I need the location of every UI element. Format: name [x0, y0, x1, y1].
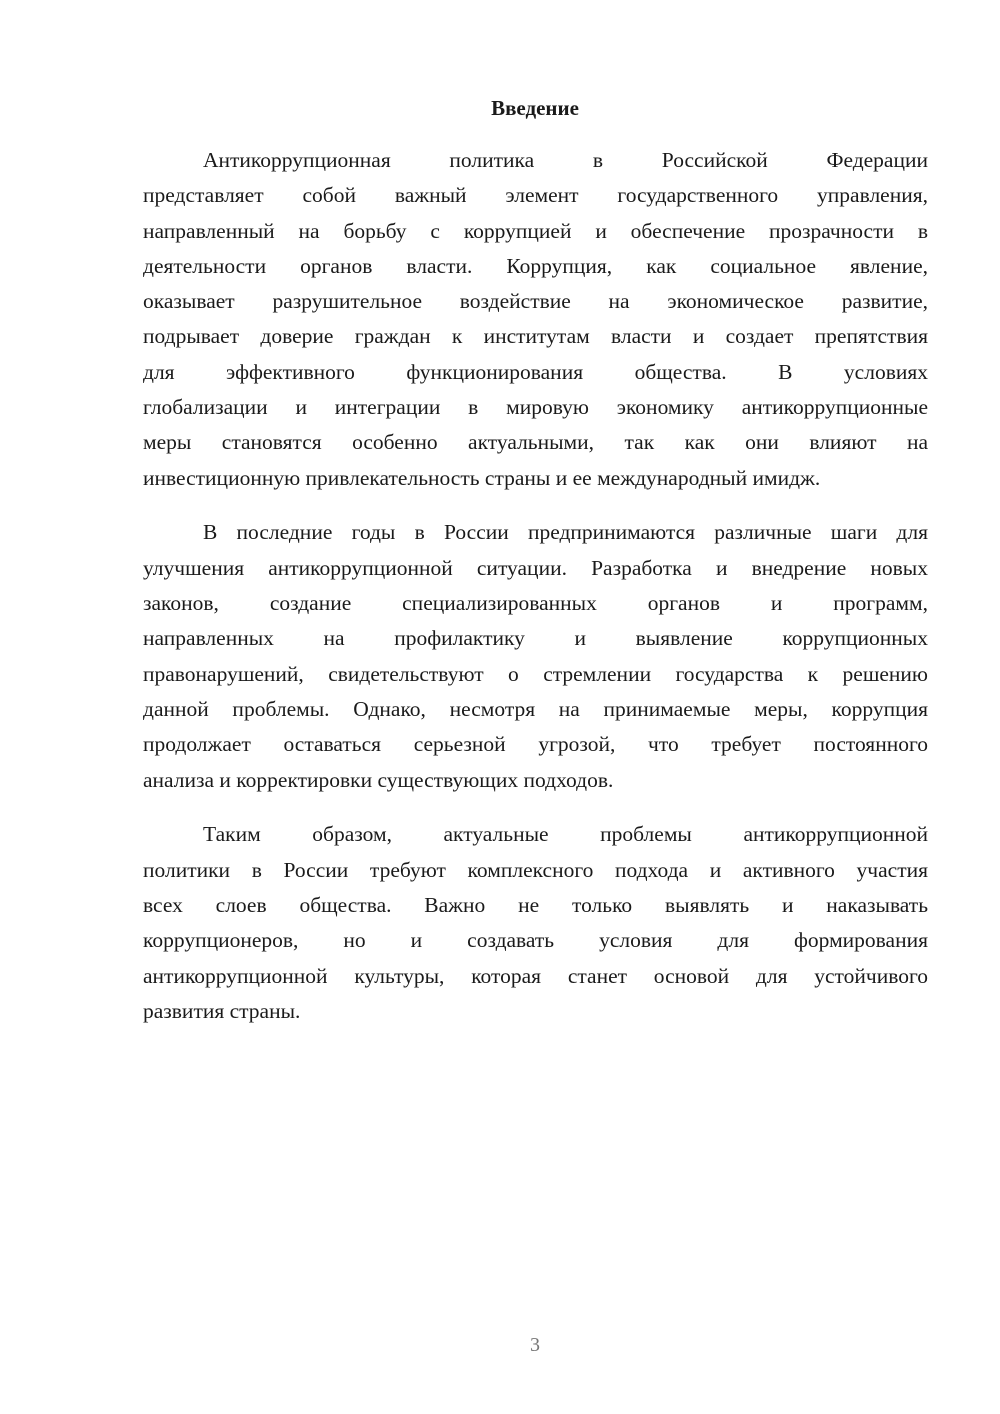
text-line: Антикоррупционная политика в Российской Федерации: [203, 148, 928, 172]
text-line: улучшения антикоррупционной ситуации. Разработка и внедрение новых: [143, 555, 928, 580]
text-line: всех слоев общества. Важно не только выявлять и наказывать: [143, 892, 928, 917]
text-line: для эффективного функционирования общества. В условиях: [143, 359, 928, 384]
page-number: 3: [530, 1334, 540, 1356]
text-line: продолжает оставаться серьезной угрозой, что требует постоянного: [143, 732, 928, 757]
text-line: глобализации и интеграции в мировую экономику антикоррупционные: [143, 395, 928, 420]
section-heading: Введение: [491, 96, 579, 120]
text-line: политики в России требуют комплексного подхода и активного участия: [143, 857, 928, 882]
paragraph: [143, 145, 928, 498]
text-line: Таким образом, актуальные проблемы антикоррупционной: [203, 822, 928, 847]
text-line: инвестиционную привлекательность страны и ее международный имидж.: [143, 465, 821, 490]
text-line: развития страны.: [143, 998, 301, 1023]
text-line: правонарушений, свидетельствуют о стремлении государства к решению: [143, 661, 928, 686]
text-line: данной проблемы. Однако, несмотря на принимаемые меры, коррупция: [143, 696, 928, 721]
text-line: представляет собой важный элемент государственного управления,: [143, 183, 928, 208]
paragraph: [143, 819, 928, 1031]
text-line: направленных на профилактику и выявление коррупционных: [143, 626, 928, 651]
text-line: законов, создание специализированных органов и программ,: [143, 591, 928, 616]
document-body: [143, 145, 928, 1051]
text-line: деятельности органов власти. Коррупция, как социальное явление,: [143, 253, 928, 278]
text-line: направленный на борьбу с коррупцией и обеспечение прозрачности в: [143, 218, 928, 243]
text-line: оказывает разрушительное воздействие на экономическое развитие,: [143, 289, 928, 314]
text-line: анализа и корректировки существующих подходов.: [143, 767, 614, 792]
text-line: антикоррупционной культуры, которая станет основой для устойчивого: [143, 963, 928, 988]
text-line: подрывает доверие граждан к институтам власти и создает препятствия: [143, 324, 928, 349]
paragraph: [143, 517, 928, 799]
text-line: коррупционеров, но и создавать условия для формирования: [143, 928, 928, 953]
text-line: В последние годы в России предпринимаются различные шаги для: [203, 520, 928, 545]
text-line: меры становятся особенно актуальными, так как они влияют на: [143, 430, 928, 455]
